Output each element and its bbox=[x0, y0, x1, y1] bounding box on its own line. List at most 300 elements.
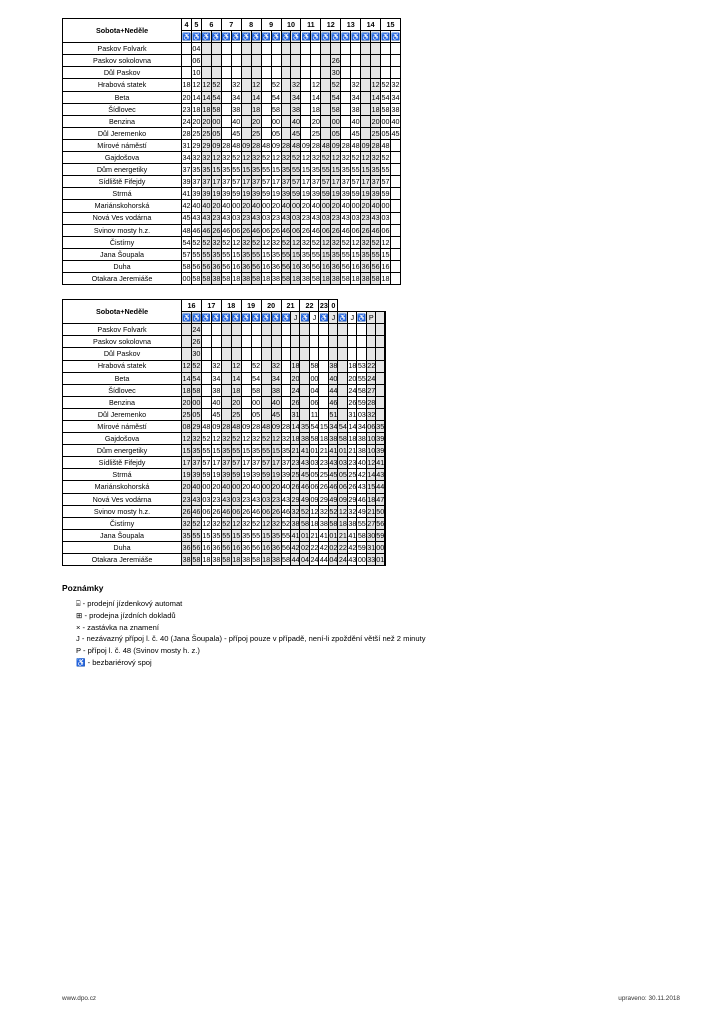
departure-minute bbox=[381, 67, 391, 79]
departure-minute bbox=[281, 396, 291, 408]
departure-minute: 23 bbox=[301, 213, 310, 223]
departure-minute bbox=[338, 360, 348, 372]
departure-minute bbox=[300, 372, 310, 384]
departure-minute: 11 bbox=[310, 409, 319, 419]
departure-minute: 29 bbox=[291, 494, 300, 504]
departure-minute: 32 bbox=[361, 237, 370, 247]
departure-minute: 55 bbox=[222, 249, 231, 259]
table-row bbox=[63, 445, 386, 457]
departure-minute bbox=[376, 348, 385, 360]
departure-minute: 16 bbox=[381, 261, 390, 271]
departure-minute: 51 bbox=[329, 409, 338, 419]
departure-minute: 37 bbox=[282, 458, 290, 468]
departure-minute: 58 bbox=[272, 104, 281, 114]
departure-minute: 14 bbox=[202, 92, 211, 102]
departure-minute: 35 bbox=[311, 165, 320, 175]
departure-minute: 46 bbox=[252, 506, 261, 516]
departure-minute: 44 bbox=[319, 554, 328, 564]
departure-minute: 38 bbox=[291, 518, 300, 528]
departure-minute bbox=[221, 336, 231, 348]
departure-minute: 14 bbox=[182, 373, 191, 383]
stop-name: Šídlovec bbox=[63, 103, 182, 115]
departure-minute: 56 bbox=[371, 261, 380, 271]
departure-minute: 39 bbox=[182, 177, 191, 187]
departure-minute: 01 bbox=[310, 446, 319, 456]
departure-minute bbox=[281, 372, 291, 384]
departure-minute bbox=[300, 324, 310, 336]
stop-name: Jana Šoupala bbox=[63, 529, 182, 541]
departure-minute: 23 bbox=[291, 458, 300, 468]
departure-minute: 32 bbox=[252, 434, 261, 444]
departure-minute bbox=[281, 115, 291, 127]
departure-minute: 04 bbox=[192, 44, 201, 54]
stop-name: Strmá bbox=[63, 188, 182, 200]
departure-minute: 45 bbox=[391, 128, 400, 138]
departure-minute bbox=[321, 43, 331, 55]
departure-minute: 23 bbox=[331, 213, 340, 223]
departure-minute: 45 bbox=[182, 213, 191, 223]
departure-minute: 56 bbox=[282, 261, 290, 271]
departure-minute: 19 bbox=[212, 189, 221, 199]
departure-minute: 28 bbox=[222, 140, 231, 150]
departure-minute: 19 bbox=[361, 189, 370, 199]
departure-minute: 59 bbox=[357, 542, 366, 552]
departure-minute: 45 bbox=[212, 409, 221, 419]
departure-minute bbox=[261, 79, 271, 91]
departure-minute: 18 bbox=[338, 518, 347, 528]
departure-minute: 20 bbox=[311, 116, 320, 126]
departure-minute bbox=[261, 348, 271, 360]
departure-minute bbox=[376, 396, 385, 408]
departure-minute: 55 bbox=[252, 249, 261, 259]
departure-minute bbox=[221, 127, 231, 139]
departure-minute: 06 bbox=[381, 225, 390, 235]
hour-header: 15 bbox=[381, 19, 401, 31]
departure-minute: 35 bbox=[300, 421, 309, 431]
departure-minute: 06 bbox=[192, 56, 201, 66]
departure-minute: 06 bbox=[232, 506, 241, 516]
departure-minute: 12 bbox=[232, 237, 241, 247]
departure-minute bbox=[182, 43, 192, 55]
departure-minute bbox=[381, 43, 391, 55]
departure-minute bbox=[385, 348, 386, 360]
departure-minute: 17 bbox=[242, 177, 251, 187]
departure-minute: 26 bbox=[348, 397, 357, 407]
departure-minute: 48 bbox=[381, 140, 390, 150]
departure-minute: 15 bbox=[212, 165, 221, 175]
table-row bbox=[63, 360, 386, 372]
departure-minute: 55 bbox=[202, 446, 211, 456]
departure-minute: 12 bbox=[192, 80, 201, 90]
departure-minute bbox=[391, 212, 401, 224]
departure-minute: 39 bbox=[376, 446, 385, 456]
departure-minute: 46 bbox=[371, 225, 380, 235]
departure-minute: 37 bbox=[341, 177, 350, 187]
departure-minute bbox=[261, 43, 271, 55]
departure-minute bbox=[391, 43, 401, 55]
departure-symbol: ♿ bbox=[191, 32, 201, 42]
departure-minute: 23 bbox=[182, 494, 191, 504]
departure-minute: 55 bbox=[222, 530, 231, 540]
departure-minute: 55 bbox=[357, 373, 366, 383]
departure-minute: 23 bbox=[242, 213, 251, 223]
departure-minute: 14 bbox=[371, 92, 380, 102]
departure-minute: 32 bbox=[182, 518, 191, 528]
departure-minute: 45 bbox=[300, 470, 309, 480]
departure-minute bbox=[221, 348, 231, 360]
departure-minute: 19 bbox=[301, 189, 310, 199]
departure-minute: 14 bbox=[311, 92, 320, 102]
departure-minute: 39 bbox=[371, 189, 380, 199]
departure-minute bbox=[321, 79, 331, 91]
departure-minute: 15 bbox=[321, 249, 330, 259]
stop-name: Svinov mosty h.z. bbox=[63, 224, 182, 236]
departure-minute: 40 bbox=[232, 116, 241, 126]
departure-minute: 18 bbox=[381, 273, 390, 283]
departure-minute: 09 bbox=[310, 494, 319, 504]
departure-minute: 03 bbox=[310, 458, 319, 468]
departure-minute: 55 bbox=[282, 530, 290, 540]
departure-minute: 00 bbox=[381, 116, 390, 126]
departure-minute: 43 bbox=[282, 213, 290, 223]
departure-minute: 55 bbox=[321, 165, 330, 175]
table-row bbox=[63, 433, 386, 445]
departure-minute: 39 bbox=[282, 470, 290, 480]
departure-minute bbox=[281, 79, 291, 91]
departure-minute bbox=[241, 115, 251, 127]
departure-minute bbox=[221, 396, 231, 408]
departure-minute: 16 bbox=[351, 261, 360, 271]
departure-minute: 30 bbox=[331, 68, 340, 78]
departure-minute bbox=[301, 67, 311, 79]
departure-minute: 57 bbox=[321, 177, 330, 187]
departure-minute: 59 bbox=[291, 189, 300, 199]
departure-minute: 00 bbox=[202, 482, 211, 492]
departure-minute bbox=[271, 324, 281, 336]
departure-minute: 57 bbox=[182, 249, 191, 259]
departure-minute: 43 bbox=[300, 458, 309, 468]
notes-title: Poznámky bbox=[62, 583, 104, 594]
departure-minute: 18 bbox=[348, 434, 357, 444]
hour-header: 4 bbox=[182, 19, 192, 31]
departure-minute: 20 bbox=[182, 92, 191, 102]
stop-name: Mírové náměstí bbox=[63, 139, 182, 151]
stop-name: Gajdošova bbox=[63, 152, 182, 164]
departure-minute: 41 bbox=[348, 530, 357, 540]
departure-minute: 16 bbox=[291, 261, 300, 271]
departure-minute: 41 bbox=[329, 446, 338, 456]
departure-minute bbox=[361, 67, 371, 79]
departure-minute bbox=[385, 324, 386, 336]
departure-symbol: ♿ bbox=[381, 32, 391, 42]
departure-minute: 46 bbox=[329, 397, 338, 407]
stop-name: Důl Paskov bbox=[63, 67, 182, 79]
departure-minute: 05 bbox=[252, 409, 261, 419]
website-link[interactable]: www.dpo.cz bbox=[62, 995, 97, 1002]
stop-name: Nová Ves vodárna bbox=[63, 212, 182, 224]
departure-minute: 19 bbox=[331, 189, 340, 199]
departure-minute: 12 bbox=[361, 152, 370, 162]
departure-minute: 48 bbox=[182, 225, 191, 235]
departure-minute: 32 bbox=[212, 518, 221, 528]
departure-minute: 16 bbox=[232, 261, 241, 271]
departure-minute: 54 bbox=[381, 92, 390, 102]
departure-minute: 55 bbox=[357, 518, 366, 528]
departure-minute: 26 bbox=[182, 506, 191, 516]
departure-minute: 19 bbox=[242, 470, 251, 480]
departure-minute: 32 bbox=[301, 237, 310, 247]
departure-minute bbox=[241, 91, 251, 103]
departure-minute: 20 bbox=[212, 201, 221, 211]
stop-name: Důl Paskov bbox=[63, 348, 182, 360]
departure-minute: 54 bbox=[331, 92, 340, 102]
departure-minute bbox=[319, 348, 329, 360]
departure-minute: 46 bbox=[311, 225, 320, 235]
departure-minute: 20 bbox=[202, 116, 211, 126]
note-item: ⌸ - prodejní jízdenkový automat bbox=[76, 599, 183, 609]
departure-minute: 12 bbox=[242, 152, 251, 162]
departure-symbol bbox=[385, 312, 386, 324]
departure-minute: 35 bbox=[182, 530, 191, 540]
departure-minute bbox=[281, 324, 291, 336]
departure-minute: 41 bbox=[319, 530, 328, 540]
departure-minute: 56 bbox=[376, 518, 385, 528]
departure-minute bbox=[385, 505, 386, 517]
departure-minute: 18 bbox=[252, 104, 261, 114]
departure-minute: 48 bbox=[351, 140, 360, 150]
departure-minute bbox=[251, 67, 261, 79]
departure-minute bbox=[376, 336, 385, 348]
departure-minute: 15 bbox=[272, 446, 281, 456]
departure-minute: 15 bbox=[242, 165, 251, 175]
departure-minute: 46 bbox=[282, 506, 290, 516]
stop-name: Hrabová statek bbox=[63, 79, 182, 91]
departure-symbol: ♿ bbox=[221, 32, 231, 42]
departure-minute: 43 bbox=[222, 213, 231, 223]
departure-minute: 56 bbox=[192, 542, 201, 552]
departure-minute: 18 bbox=[311, 104, 320, 114]
departure-minute: 58 bbox=[222, 554, 231, 564]
departure-minute: 26 bbox=[331, 225, 340, 235]
departure-minute bbox=[291, 67, 301, 79]
departure-minute: 03 bbox=[202, 494, 211, 504]
departure-minute: 16 bbox=[262, 261, 271, 271]
departure-minute bbox=[211, 67, 221, 79]
departure-minute: 30 bbox=[367, 530, 376, 540]
departure-minute: 20 bbox=[212, 482, 221, 492]
departure-minute: 25 bbox=[182, 409, 191, 419]
departure-minute: 20 bbox=[242, 201, 251, 211]
departure-minute: 40 bbox=[192, 201, 201, 211]
departure-minute: 20 bbox=[371, 116, 380, 126]
departure-minute: 59 bbox=[381, 189, 390, 199]
departure-minute: 48 bbox=[232, 140, 241, 150]
departure-minute: 59 bbox=[232, 470, 241, 480]
departure-minute: 25 bbox=[202, 128, 211, 138]
timetable-title: Sobota+Neděle bbox=[63, 19, 182, 43]
departure-minute: 26 bbox=[212, 225, 221, 235]
departure-minute: 38 bbox=[291, 104, 300, 114]
departure-minute: 32 bbox=[371, 152, 380, 162]
departure-minute: 35 bbox=[301, 249, 310, 259]
departure-minute bbox=[201, 55, 211, 67]
departure-minute: 52 bbox=[351, 152, 360, 162]
departure-minute: 12 bbox=[371, 80, 380, 90]
departure-minute: 26 bbox=[242, 506, 251, 516]
departure-minute: 40 bbox=[341, 201, 350, 211]
departure-minute: 54 bbox=[192, 373, 201, 383]
departure-minute: 32 bbox=[331, 237, 340, 247]
departure-minute bbox=[221, 408, 231, 420]
departure-minute: 18 bbox=[202, 104, 211, 114]
departure-minute bbox=[221, 79, 231, 91]
departure-minute: 15 bbox=[232, 530, 241, 540]
departure-minute: 52 bbox=[202, 237, 211, 247]
departure-minute: 35 bbox=[282, 165, 290, 175]
departure-minute: 58 bbox=[192, 273, 201, 283]
departure-minute: 00 bbox=[321, 201, 330, 211]
departure-minute: 17 bbox=[182, 458, 191, 468]
departure-minute: 36 bbox=[301, 261, 310, 271]
departure-minute: 27 bbox=[367, 518, 376, 528]
departure-minute: 04 bbox=[300, 554, 309, 564]
departure-minute bbox=[241, 67, 251, 79]
departure-minute: 58 bbox=[202, 273, 211, 283]
departure-minute bbox=[281, 336, 291, 348]
departure-symbol: ♿ bbox=[182, 313, 191, 323]
departure-minute: 25 bbox=[348, 470, 357, 480]
departure-minute bbox=[338, 408, 348, 420]
departure-symbol: ♿ bbox=[201, 32, 211, 42]
table-row bbox=[63, 91, 401, 103]
departure-minute: 28 bbox=[282, 140, 290, 150]
departure-minute bbox=[341, 91, 351, 103]
departure-minute bbox=[357, 336, 367, 348]
departure-minute: 18 bbox=[232, 554, 241, 564]
departure-minute: 28 bbox=[282, 421, 290, 431]
departure-minute: 59 bbox=[202, 470, 211, 480]
departure-minute bbox=[211, 348, 221, 360]
departure-minute: 15 bbox=[331, 165, 340, 175]
table-row bbox=[63, 505, 386, 517]
table-row bbox=[63, 248, 401, 260]
departure-minute: 43 bbox=[222, 494, 231, 504]
departure-minute bbox=[341, 115, 351, 127]
departure-minute: 35 bbox=[212, 249, 221, 259]
departure-minute: 17 bbox=[272, 458, 281, 468]
departure-minute bbox=[241, 384, 251, 396]
hour-header: 17 bbox=[201, 300, 221, 312]
table-row bbox=[63, 324, 386, 336]
departure-minute: 32 bbox=[232, 80, 241, 90]
departure-minute: 36 bbox=[272, 261, 281, 271]
departure-minute: 38 bbox=[272, 554, 281, 564]
departure-minute: 54 bbox=[182, 237, 191, 247]
stop-name: Mariánskohorská bbox=[63, 481, 182, 493]
departure-minute: 26 bbox=[319, 482, 328, 492]
departure-minute bbox=[351, 55, 361, 67]
departure-minute: 59 bbox=[351, 189, 360, 199]
departure-minute bbox=[321, 67, 331, 79]
departure-minute: 58 bbox=[331, 104, 340, 114]
departure-minute bbox=[357, 348, 367, 360]
departure-minute bbox=[182, 67, 192, 79]
table-row bbox=[63, 481, 386, 493]
departure-minute bbox=[301, 79, 311, 91]
departure-symbol: ♿ bbox=[251, 313, 261, 323]
departure-minute bbox=[385, 517, 386, 529]
departure-minute: 06 bbox=[262, 506, 271, 516]
departure-minute: 12 bbox=[212, 434, 221, 444]
departure-minute bbox=[300, 408, 310, 420]
departure-minute: 43 bbox=[192, 494, 201, 504]
departure-minute: 18 bbox=[371, 104, 380, 114]
departure-minute: 49 bbox=[329, 494, 338, 504]
hour-header: 6 bbox=[201, 19, 221, 31]
departure-minute: 32 bbox=[391, 80, 400, 90]
hour-header: 16 bbox=[182, 300, 202, 312]
departure-minute: 18 bbox=[232, 385, 241, 395]
departure-minute: 57 bbox=[262, 177, 271, 187]
departure-minute: 37 bbox=[222, 177, 231, 187]
departure-minute: 32 bbox=[192, 434, 201, 444]
departure-minute: 12 bbox=[182, 434, 191, 444]
departure-minute: 25 bbox=[252, 128, 261, 138]
departure-minute bbox=[241, 43, 251, 55]
departure-minute: 46 bbox=[222, 225, 231, 235]
departure-minute: 35 bbox=[242, 530, 251, 540]
departure-minute bbox=[310, 336, 319, 348]
departure-minute bbox=[211, 43, 221, 55]
table-row bbox=[63, 272, 401, 284]
departure-minute bbox=[376, 384, 385, 396]
departure-minute bbox=[351, 67, 361, 79]
departure-minute: 12 bbox=[232, 518, 241, 528]
departure-minute: 34 bbox=[391, 92, 400, 102]
departure-minute: 35 bbox=[192, 446, 201, 456]
departure-minute bbox=[385, 372, 386, 384]
departure-minute: 06 bbox=[367, 421, 376, 431]
departure-minute: 20 bbox=[272, 201, 281, 211]
departure-minute bbox=[261, 67, 271, 79]
departure-minute: 20 bbox=[252, 116, 261, 126]
departure-minute bbox=[385, 457, 386, 469]
departure-minute: 55 bbox=[202, 249, 211, 259]
table-row bbox=[63, 188, 401, 200]
departure-minute bbox=[371, 67, 381, 79]
departure-minute: 25 bbox=[311, 128, 320, 138]
departure-minute bbox=[338, 372, 348, 384]
hour-header: 20 bbox=[261, 300, 281, 312]
departure-minute: 35 bbox=[212, 530, 221, 540]
departure-minute: 58 bbox=[192, 385, 201, 395]
departure-minute: 37 bbox=[371, 177, 380, 187]
departure-minute: 24 bbox=[192, 325, 201, 335]
departure-minute: 56 bbox=[202, 261, 211, 271]
departure-symbol: ♿ bbox=[291, 32, 301, 42]
departure-minute: 42 bbox=[319, 542, 328, 552]
departure-minute: 12 bbox=[311, 80, 320, 90]
departure-minute: 38 bbox=[272, 385, 281, 395]
departure-symbol: ♿ bbox=[241, 32, 251, 42]
departure-minute: 01 bbox=[300, 530, 309, 540]
departure-minute: 41 bbox=[300, 446, 309, 456]
stop-name: Paskov Folvark bbox=[63, 43, 182, 55]
stop-name: Sídliště Fifejdy bbox=[63, 176, 182, 188]
departure-minute: 55 bbox=[262, 446, 271, 456]
departure-minute bbox=[348, 324, 357, 336]
departure-minute: 23 bbox=[272, 213, 281, 223]
